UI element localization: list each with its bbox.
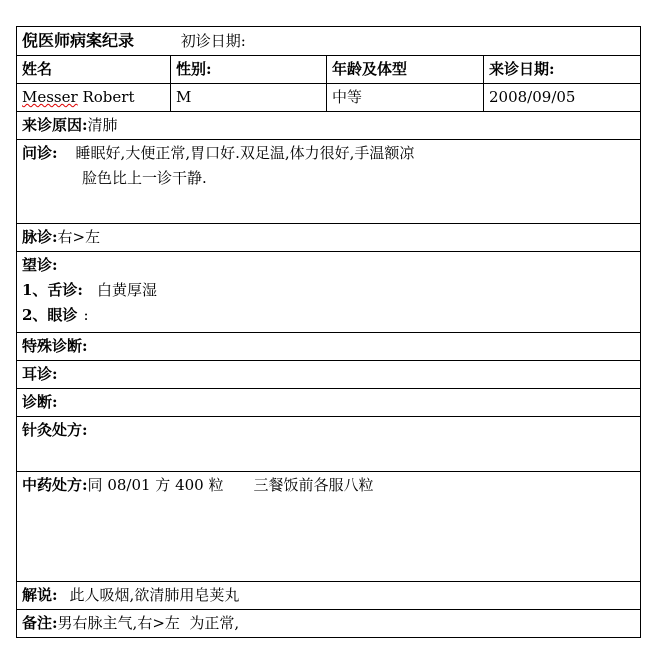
remarks-label: 备注: — [22, 614, 58, 632]
ear-row — [17, 361, 641, 389]
acupuncture-label: 针灸处方: — [17, 417, 641, 472]
observation-label: 望诊: — [22, 256, 58, 274]
info-value-row — [17, 84, 641, 112]
tongue-label: 1、舌诊: — [22, 281, 83, 299]
reason-row — [17, 112, 641, 140]
ear-label: 耳诊: — [17, 361, 641, 389]
herbal-value: 同 08/01 方 400 粒 — [87, 476, 224, 494]
record-table — [16, 26, 641, 638]
patient-name-last: Robert — [82, 88, 135, 106]
reason-value: 清肺 — [87, 116, 118, 134]
medical-record — [16, 26, 640, 638]
acupuncture-row — [17, 417, 641, 472]
special-label: 特殊诊断: — [17, 333, 641, 361]
age-body-label: 年龄及体型 — [327, 56, 484, 84]
pulse-value: 右>左 — [57, 228, 101, 246]
herbal-note: 三餐饭前各服八粒 — [253, 476, 374, 494]
inquiry-row — [17, 140, 641, 224]
visit-date-value: 2008/09/05 — [484, 84, 641, 112]
explanation-label: 解说: — [22, 586, 58, 604]
herbal-label: 中药处方: — [22, 476, 88, 494]
visit-date-label: 来诊日期: — [484, 56, 641, 84]
patient-name-first: Messer — [22, 88, 78, 106]
remarks-row — [17, 610, 641, 638]
herbal-row — [17, 472, 641, 582]
sex-label: 性别: — [171, 56, 327, 84]
header-row — [17, 27, 641, 56]
reason-label: 来诊原因: — [22, 116, 88, 134]
eye-label: 2、眼诊 — [22, 306, 78, 324]
explanation-value: 此人吸烟,欲清肺用皂荚丸 — [69, 586, 240, 604]
inquiry-label: 问诊: — [22, 144, 58, 162]
pulse-row — [17, 224, 641, 252]
inquiry-line-1: 睡眠好,大便正常,胃口好.双足温,体力很好,手温额凉 — [75, 144, 415, 162]
record-title: 倪医师病案纪录 — [22, 31, 135, 50]
sex-value: M — [171, 84, 327, 112]
first-visit-date-label: 初诊日期: — [180, 32, 246, 50]
diagnosis-label: 诊断: — [17, 389, 641, 417]
special-row — [17, 333, 641, 361]
tongue-value: 白黄厚湿 — [96, 281, 157, 299]
age-body-value: 中等 — [327, 84, 484, 112]
name-label: 姓名 — [17, 56, 171, 84]
patient-name — [17, 84, 171, 112]
diagnosis-row — [17, 389, 641, 417]
info-label-row — [17, 56, 641, 84]
remarks-value: 男右脉主气,右>左 为正常, — [57, 614, 240, 632]
pulse-label: 脉诊: — [22, 228, 58, 246]
observation-row — [17, 252, 641, 333]
explanation-row — [17, 582, 641, 610]
eye-value: : — [83, 306, 89, 324]
inquiry-line-2: 脸色比上一诊干静. — [82, 169, 207, 187]
